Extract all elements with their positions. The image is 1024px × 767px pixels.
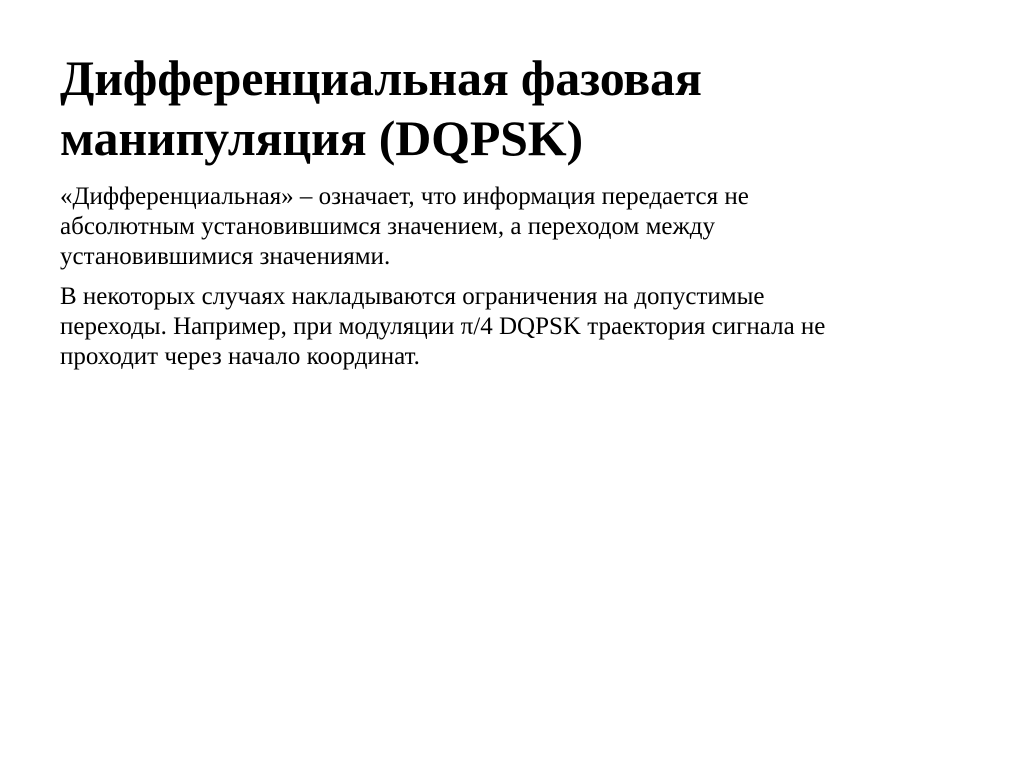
example-line-3: проходит через начало координат. xyxy=(60,343,420,370)
definition-paragraph xyxy=(60,182,964,272)
slide-title-line-1: Дифференциальная фазовая xyxy=(60,50,702,106)
definition-line-3: установившимися значениями. xyxy=(60,243,391,270)
slide-title xyxy=(60,48,964,168)
definition-line-2: абсолютным установившимся значением, а переходом между xyxy=(60,213,715,240)
definition-line-1: «Дифференциальная» – означает, что информация передается не xyxy=(60,183,749,210)
slide-title-line-2: манипуляция (DQPSK) xyxy=(60,110,583,166)
example-paragraph xyxy=(60,282,964,372)
example-line-2: переходы. Например, при модуляции π/4 DQPSK траектория сигнала не xyxy=(60,313,826,340)
example-line-1: В некоторых случаях накладываются ограничения на допустимые xyxy=(60,283,765,310)
